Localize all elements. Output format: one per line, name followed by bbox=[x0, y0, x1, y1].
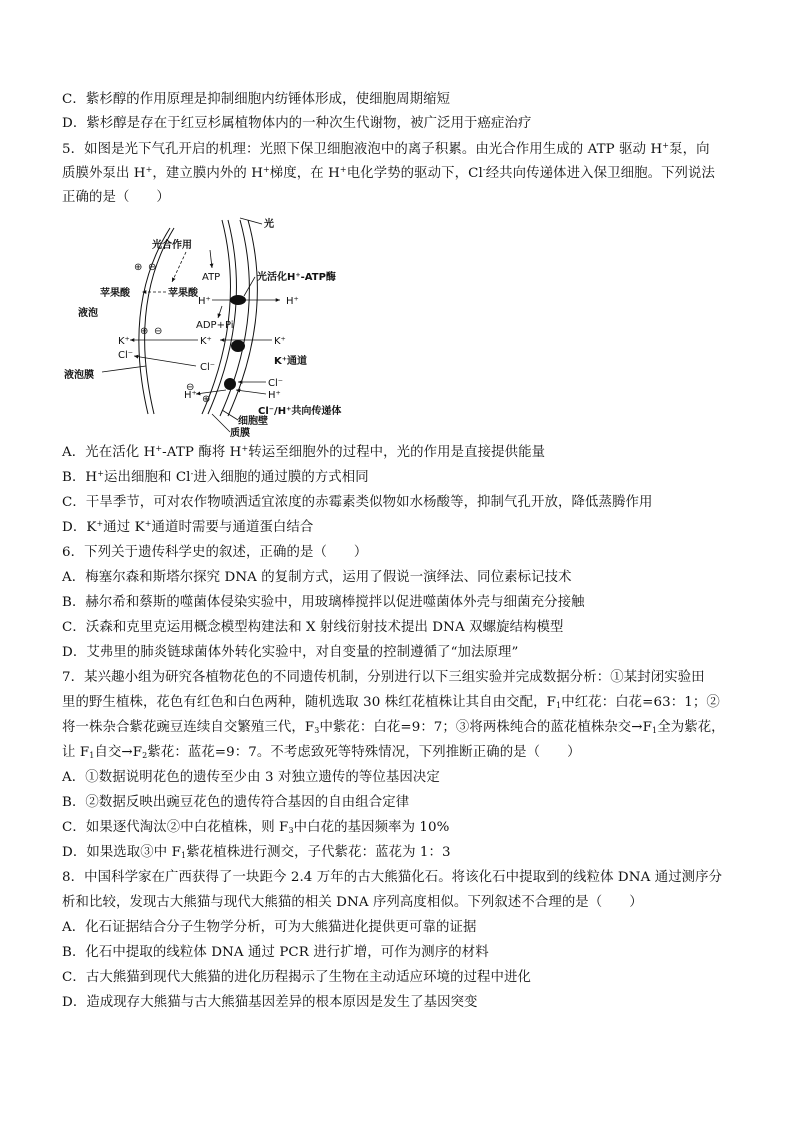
symporter-shape bbox=[224, 378, 236, 390]
light-label: 光 bbox=[264, 219, 274, 230]
k-outside-label: K⁺ bbox=[274, 336, 286, 347]
plus-charge-2: ⊕ bbox=[140, 326, 149, 337]
q6-option-a: A．梅塞尔森和斯塔尔探究 DNA 的复制方式，运用了假说一演绎法、同位素标记技术 bbox=[62, 570, 572, 585]
q5-option-d: D．K+通过 K+通道时需要与通道蛋白结合 bbox=[62, 519, 314, 535]
q8-option-b: B．化石中提取的线粒体 DNA 通过 PCR 进行扩增，可作为测序的材料 bbox=[62, 945, 489, 960]
q5-stem-line3: 正确的是（ ） bbox=[62, 190, 170, 205]
q4-option-d: D．紫杉醇是存在于红豆杉属植物体内的一种次生代谢物，被广泛用于癌症治疗 bbox=[62, 116, 532, 131]
adp-label: ADP+Pi bbox=[196, 320, 234, 331]
h-bottom-outside-label: H⁺ bbox=[268, 390, 281, 401]
tonoplast-outer-curve bbox=[139, 228, 170, 414]
pump-label: 光活化H⁺-ATP酶 bbox=[257, 272, 336, 283]
minus-charge-3: ⊖ bbox=[186, 382, 195, 393]
malic-acid-label: 苹果酸 bbox=[100, 288, 130, 299]
h-inside-label: H⁺ bbox=[198, 296, 211, 307]
k-channel-label: K⁺通道 bbox=[274, 356, 308, 367]
atp-label: ATP bbox=[202, 272, 221, 283]
q7-stem-line3: 将一株杂合紫花豌豆连续自交繁殖三代，$F_3$中紫花：白花=9：7；③将两株纯合的蓝花植株杂交$\to F_1$全为紫花， bbox=[62, 720, 725, 735]
cl-inside-label: Cl⁻ bbox=[118, 350, 134, 361]
malate-label: 苹果酸 bbox=[168, 288, 198, 299]
stomata-mechanism-diagram bbox=[62, 214, 362, 440]
k-middle-label: K⁺ bbox=[200, 336, 212, 347]
q7-option-d: D．如果选取③中 $F_1$紫花植株进行测交，子代紫花：蓝花为 1：3 bbox=[62, 845, 451, 860]
tonoplast-inner-curve bbox=[145, 228, 174, 414]
cl-middle-label: Cl⁻ bbox=[200, 362, 216, 373]
q5-option-a: A．光在活化 H+-ATP 酶将 H+转运至细胞外的过程中，光的作用是直接提供能量 bbox=[62, 444, 546, 460]
h-outside-label: H⁺ bbox=[286, 296, 299, 307]
q8-option-c: C．古大熊猫到现代大熊猫的进化历程揭示了生物在主动适应环境的过程中进化 bbox=[62, 970, 532, 985]
vacuole-label: 液泡 bbox=[78, 308, 98, 319]
h-bottom-label: H⁺ bbox=[184, 390, 197, 401]
q8-option-a: A．化石证据结合分子生物学分析，可为大熊猫进化提供更可靠的证据 bbox=[62, 920, 477, 935]
q8-option-d: D．造成现存大熊猫与古大熊猫基因差异的根本原因是发生了基因突变 bbox=[62, 995, 478, 1010]
q8-stem-line2: 析和比较，发现古大熊猫与现代大熊猫的相关 DNA 序列高度相似。下列叙述不合理的是（ ） bbox=[62, 895, 643, 910]
minus-charge-1: ⊖ bbox=[148, 262, 157, 273]
tonoplast-label: 液泡膜 bbox=[64, 370, 94, 381]
q6-option-c: C．沃森和克里克运用概念模型构建法和 X 射线衍射技术提出 DNA 双螺旋结构模型 bbox=[62, 620, 564, 635]
cl-outside-label: Cl⁻ bbox=[268, 378, 284, 389]
photosynthesis-label: 光合作用 bbox=[152, 240, 192, 251]
q6-option-d: D．艾弗里的肺炎链球菌体外转化实验中，对自变量的控制遵循了“加法原理” bbox=[62, 645, 519, 660]
q7-stem-line1: 7．某兴趣小组为研究各植物花色的不同遗传机制，分别进行以下三组实验并完成数据分析：①某封闭实验田 bbox=[62, 670, 705, 685]
q7-option-a: A．①数据说明花色的遗传至少由 3 对独立遗传的等位基因决定 bbox=[62, 770, 440, 785]
cell-wall-label: 细胞壁 bbox=[238, 416, 268, 427]
minus-charge-2: ⊖ bbox=[154, 326, 163, 337]
q7-option-c: C．如果逐代淘汰②中白花植株，则 $F_3$中白花的基因频率为 10% bbox=[62, 820, 450, 835]
q5-option-b: B．H+运出细胞和 Cl-进入细胞的通过膜的方式相同 bbox=[62, 469, 369, 485]
plasma-membrane-label: 质膜 bbox=[230, 428, 250, 439]
q4-option-c: C．紫杉醇的作用原理是抑制细胞内纺锤体形成，使细胞周期缩短 bbox=[62, 92, 451, 107]
k-channel-shape bbox=[231, 340, 245, 352]
q8-stem-line1: 8．中国科学家在广西获得了一块距今 2.4 万年的古大熊猫化石。将该化石中提取到的线粒体 DNA 通过测序分 bbox=[62, 870, 723, 885]
q7-stem-line4: 让 $F_1$自交$\to F_2$紫花：蓝花=9：7。不考虑致死等特殊情况，下列推断正确的是（ ） bbox=[62, 745, 581, 760]
plus-charge-1: ⊕ bbox=[134, 262, 143, 273]
q7-stem-line2: 里的野生植株，花色有红色和白色两种，随机选取 30 株红花植株让其自由交配，$F_1$中红花：白花=63：1；② bbox=[62, 695, 720, 710]
q7-option-b: B．②数据反映出豌豆花色的遗传符合基因的自由组合定律 bbox=[62, 795, 410, 810]
q5-option-c: C．干旱季节，可对农作物喷洒适宜浓度的赤霉素类似物如水杨酸等，抑制气孔开放，降低蒸腾作用 bbox=[62, 495, 653, 510]
q6-option-b: B．赫尔希和蔡斯的噬菌体侵染实验中，用玻璃棒搅拌以促进噬菌体外壳与细菌充分接触 bbox=[62, 595, 585, 610]
k-inside-label: K⁺ bbox=[118, 336, 130, 347]
q5-stem-line1: 5．如图是光下气孔开启的机理：光照下保卫细胞液泡中的离子积累。由光合作用生成的 ATP 驱动 H+泵，向 bbox=[62, 141, 710, 157]
plus-charge-3: ⊕ bbox=[202, 394, 211, 405]
symporter-label: Cl⁻/H⁺共向传递体 bbox=[258, 406, 342, 417]
q5-stem-line2: 质膜外泵出 H+，建立膜内外的 H+梯度，在 H+电化学势的驱动下，Cl-经共向传递体进入保卫细胞。下列说法 bbox=[62, 165, 716, 181]
q6-stem: 6．下列关于遗传科学史的叙述，正确的是（ ） bbox=[62, 545, 368, 560]
